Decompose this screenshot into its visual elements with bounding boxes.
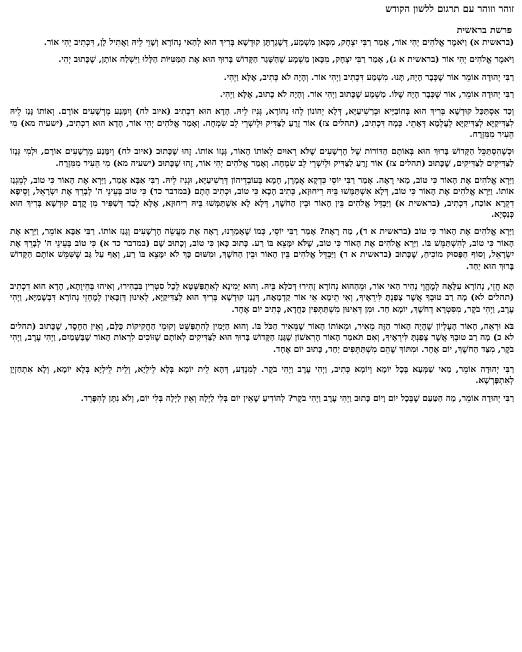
paragraph: רַבִּי יְהוּדָה אוֹמֵר, מַה הַטַּעַם שֶׁבְּכָל יוֹם וָיוֹם כָּתוּב וַיְהִי עֶרֶב וַיְהִי בֹקֶר? לְהוֹדִיעַ שֶׁאֵין יוֹם בְּלִי לַיְלָה וְאֵין לַיְלָה בְּלִי יוֹם, וְלֹא נִתָּן לְהִפָּרֵד. [80,393,514,404]
paragraph: וַיַּרְא אֱלֹהִים אֶת הָאוֹר כִּי טוֹב, מַאי רָאָה. אָמַר רַבִּי יוֹסֵי כִּדְקָא אֲמָרָן, חָמָא בְּעוֹבְדֵיהוֹן דְּרַשִׁיעַיָּא, וּגְנִיז לֵיהּ. רַבִּי אַבָּא אָמַר, וַיַּרְא אֶת הָאוֹר כִּי טוֹב, לְמֵגְנַז אוֹתוֹ. וַיַּרְא אֱלֹהִים אֶת הָאוֹר כִּי טוֹב, דְּלָא אִשְׁתַּמְּשׁוּ בֵּיהּ רִיחוּזָא, כְּתִיב הָכָא כִּי טוֹב, וּכְתִיב הָתָם (במדבר כד) כִּי טוֹב בְּעֵינֵי ה' לְבָרֵךְ אֶת יִשְׂרָאֵל, וְסֵיפָא דִקְרָא אוֹכַח, דִּכְתִיב, (בראשית א) וַיַּבְדֵּל אֱלֹהִים בֵּין הָאוֹר וּבֵין הַחֹשֶׁךְ, דְּלָא לָא אִשְׁתַּמְּשׁוּ בֵּיהּ רִיחוּזָא, אֶלָּא לְבַד דְּשַׁפִּיר מִן קֳדָם קוּדְשָׁא בְּרִיךְ הוּא כְּנַסְיָא. [10,176,514,221]
page-header: זוהר וזוהר עם תרגום ללשון הקודש [385,4,514,15]
paragraph: וַיַּרְא אֱלֹהִים אֶת הָאוֹר כִּי טוֹב (בראשית א ד), מַה רָאָה? אָמַר רַבִּי יוֹסֵי, כְּמוֹ שֶׁאָמַרְנוּ, רָאָה אֶת מַעֲשֵׂה הָרְשָׁעִים וְגָנַז אוֹתוֹ. רַבִּי אַבָּא אוֹמֵר, וַיַּרְא אֶת הָאוֹר כִּי טוֹב, לְהִשְׁתַּמֵּשׁ בּוֹ. וַיַּרְא אֱלֹהִים אֶת הָאוֹר כִּי טוֹב, שֶׁלֹּא יִמָּצֵא בּוֹ רַע. כָּתוּב כָּאן כִּי טוֹב, וְכָתוּב שָׁם (במדבר כד א) כִּי טוֹב בְּעֵינֵי ה' לְבָרֵךְ אֶת יִשְׂרָאֵל, וְסוֹף הַפָּסוּק מוֹכִיחַ, שֶׁכָּתוּב (בראשית א ד) וַיַּבְדֵּל אֱלֹהִים בֵּין הָאוֹר וּבֵין הַחֹשֶׁךְ, וּמִשּׁוּם כָּךְ לֹא יִמָּצֵא בּוֹ רַע, וְאַף עַל גַּב שֶׁשִּׁמֵּשׁ אוֹתָם הַקָּדוֹשׁ בָּרוּךְ הוּא יַחַד. [10,227,514,272]
paragraph: וְכַד אִסְתַּכַּל קוּדְשָׁא בְּרִיךְ הוּא בְּחוֹבַיָּיא וּבְרַשִׁיעַיָּא, דְּלָא יְהוֹנוֹן לְהוּ נְהוֹרָא, גְּנִיז לֵיהּ. הָדָא הוּא דִכְתִיב (איוב לח) וְיִמָּנַע מֵרְשָׁעִים אוֹרָם. וְאוֹתוֹ גָּנַז לֵיהּ לִצַּדִּיקַיָּא לְצַדִּיקַיָּא לְעָלְמָא דְּאָתֵי. כְּמָה דִּכְתִיב, (תהלים צז) אוֹר זָרֻעַ לַצַּדִּיק וּלְיִשְׁרֵי לֵב שִׂמְחָה. וְאָמַר אֱלֹהִים יְהִי אוֹר, הָדָא הוּא דִכְתִיב, (ישעיה מא) מִי הֵעִיר מִמִּזְרָח. [10,107,514,141]
paragraph: (בראשית א) וַיֹּאמֶר אֱלֹהִים יְהִי אוֹר, אָמַר רַבִּי יִצְחָק, מִכָּאן מִשְׁמַע, דְּשָׁגַרְתָּן קוּדְשָׁא בְּרִיךְ הוּא לְהַאי נְהוֹרָא וְשָׁוֵי לֵיהּ וַאֲתִיל לָן, דִּכְתִיב יְהִי אוֹר. [43,38,514,48]
paragraph: רַבִּי יְהוּדָה אוֹמֵר, אוֹר שֶׁכְּבָר הָיָה שֶׁלּוֹ. מַשְׁמָע שֶׁכָּתוּב וַיְהִי אוֹר. וְהָיָה לֹא כָתוּב, אֶלָּא וַיְהִי. [219,90,514,101]
paragraph: תָּא חֲזֵי, נְהוֹרָא עִלָּאָה לְמֶהֱוֵי נְהִיר הַאי אוֹר, וּמֵהַהוּא נְהוֹרָא זָהִירוּ דְּכֹלָּא בֵּיהּ. וְהוּא יְמִינָא לְאִתְפַּשְּׁטָא לְכָל סִטְרִין בִּבְהִירוּ, וְאִיהוּ בְּחֵיוָתָא, הָדָא הוּא דִכְתִיב (תהלים לא) מָה רַב טוּבְךָ אֲשֶׁר צָפַנְתָּ לִּירֵאֶיךָ, וְאִי תֵימָא אֵי אוֹר קַדְמָאָה, דְּגָנַז קוּדְשָׁא בְּרִיךְ הוּא לְצַדִּיקַיָּא, לְאִינוּן דְּזַכָּאִין לְמֶחְזֵי נְהוֹרָא דִּבְשָׁמַיָּא, וַיְהִי עֶרֶב, וַיְהִי בֹקֶר, מִסִּטְרָא דְחֹשֶׁךְ, יוֹמָא חַד. וּמִן דְּאִינּוּן מִשְׁתַּתְּפִין כַּחֲדָא, כְּתִיב יוֹם אֶחָד. [10,281,514,315]
paragraph: בֹּא וּרְאֵה, הָאוֹר הָעֶלְיוֹן שֶׁהָיָה הָאוֹר הַזֶּה מֵאִיר, וּמֵאוֹתוֹ הָאוֹר שֶׁמֵּאִיר הַכֹּל בּוֹ. וְהוּא הַיָּמִין לְהִתְפַּשֵּׁט וְקוּמֵי הַחֲקִיקוֹת כֻּלָּם, וְאֵין הַחֶסֶד, שֶׁכָּתוּב (תהלים לא כ) מָה רַב טוּבְךָ אֲשֶׁר צָפַנְתָּ לִּירֵאֶיךָ, וְאִם תֹּאמַר הָאוֹר הָרִאשׁוֹן שֶׁגָּנַז הַקָּדוֹשׁ בָּרוּךְ הוּא לַצַּדִּיקִים לְאוֹתָם שֶׁזּוֹכִים לִרְאוֹת הָאוֹר שֶׁבַּשָּׁמַיִם, וַיְהִי עֶרֶב, וַיְהִי בֹקֶר, מִצַּד הַחֹשֶׁךְ, יוֹם אֶחָד. וּמִתּוֹךְ שֶׁהֵם מִשְׁתַּתְּפִים יַחַד, כָּתוּב יוֹם אֶחָד. [10,321,514,355]
paragraph: וַיֹּאמֶר אֱלֹהִים יְהִי אוֹר (בראשית א ג), אָמַר רַבִּי יִצְחָק, מִכָּאן מַשְׁמָע שֶׁהַשָּׁגַר הַקָּדוֹשׁ בָּרוּךְ הוּא אֶת הַמַּטִּיּוֹת הַלָּלוּ וַיִּשְׁלַח אוֹתָן, שֶׁכָּתוּב יְהִי. [58,55,514,66]
section-title: פרשת בראשית [456,25,512,36]
paragraph: וּכְשֶׁהִסְתַּכֵּל הַקָּדוֹשׁ בָּרוּךְ הוּא בְּאוֹתָם הַדּוֹרוֹת שֶׁל הָרְשָׁעִים שֶׁלֹּא רְאוּיִם לֵאוֹתוֹ הָאוֹר, גְּנָזוֹ אוֹתוֹ. זֶהוּ שֶׁכָּתוּב (איוב לח) וְיִמָּנַע מֵרְשָׁעִים אוֹרָם, וּלְמִי גְּנָזוֹ לַצַּדִּיקִים לַצַּדִּיקִים, שֶׁכָּתוּב (תהלים צז) אוֹר זָרֻעַ לַצַּדִּיק וּלְיִשְׁרֵי לֵב שִׂמְחָה. וְאָמַר אֱלֹהִים יְהִי אוֹר, זֶהוּ שֶׁכָּתוּב (ישעיה מא) מִי הֵעִיר מִמִּזְרָח. [10,147,514,169]
paragraph: רַבִּי יְהוּדָה אוֹמֵר אוֹר שֶׁכְּבָר הָיָה, תָּנוּ. מִשְׁמַע דִּכְתִיב וַיְהִי אוֹר. וְהָיָה לֹא כְּתִיב, אֶלָּא וַיְהִי. [223,72,514,83]
paragraph: רַבִּי יְהוּדָה אוֹמֵר, מַאי שַׁמְּעָא בְּכָל יוֹמָא וְיוֹמָא כְּתִיב, וַיְהִי עֶרֶב וַיְהִי בֹקֶר. לְמִנְדַּע, דְּהָא לֵית יוֹמָא בְּלָא לֵילְיָא, וְלֵית לֵילְיָא בְּלָא יוֹמָא, וְלָא אִתְחַזְיָן לְאִתְפָּרְשָׁא. [10,364,514,387]
